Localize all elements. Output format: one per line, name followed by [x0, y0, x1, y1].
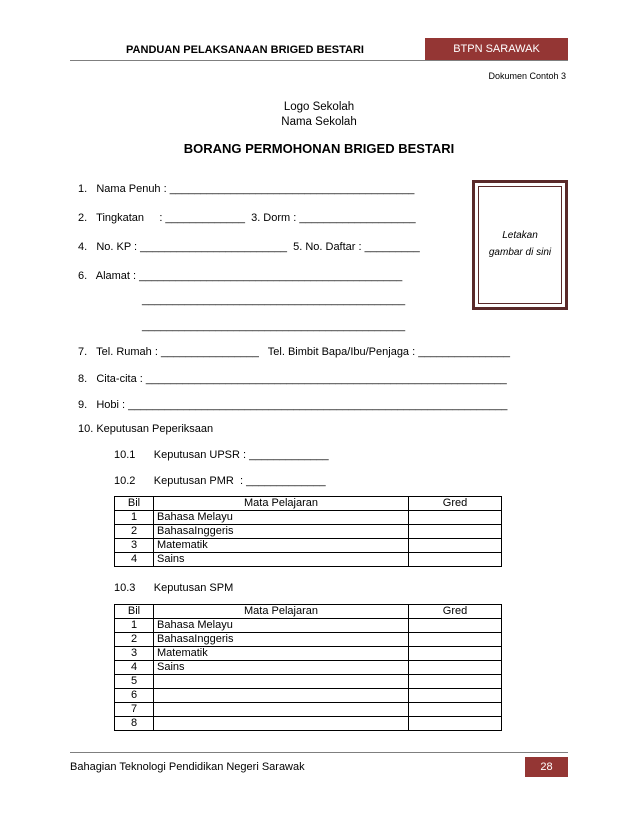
logo-placeholder: Logo Sekolah — [283, 101, 355, 113]
row-bil: 4 — [115, 553, 154, 567]
photo-label-2: gambar di sini — [488, 247, 552, 258]
field-address[interactable]: 6. Alamat : ___________________________________________ — [78, 270, 403, 282]
field-full-name[interactable]: 1. Nama Penuh : ________________________________________ — [78, 183, 415, 195]
col-bil: Bil — [115, 497, 154, 511]
row-bil: 3 — [115, 539, 154, 553]
table-row — [115, 675, 502, 689]
field-address-line2[interactable]: ___________________________________________ — [142, 294, 406, 306]
table-row — [115, 647, 502, 661]
row-grade[interactable] — [409, 661, 502, 675]
field-address-line3[interactable]: ___________________________________________ — [142, 320, 406, 332]
field-level-dorm[interactable]: 2. Tingkatan : _____________ 3. Dorm : ___________________ — [78, 212, 416, 224]
spm-table-header — [115, 605, 502, 619]
row-bil: 4 — [115, 661, 154, 675]
photo-box — [472, 180, 568, 310]
pmr-table — [114, 496, 502, 567]
row-grade[interactable] — [409, 511, 502, 525]
table-row — [115, 633, 502, 647]
row-bil: 1 — [115, 511, 154, 525]
row-grade[interactable] — [409, 675, 502, 689]
row-subject[interactable] — [154, 689, 409, 703]
field-hobby[interactable]: 9. Hobi : ______________________________________________________________ — [78, 399, 508, 411]
field-telephone[interactable]: 7. Tel. Rumah : ________________ Tel. Bimbit Bapa/Ibu/Penjaga : _______________ — [78, 346, 510, 358]
col-subject: Mata Pelajaran — [154, 605, 409, 619]
pmr-table-header — [115, 497, 502, 511]
spm-table — [114, 604, 502, 731]
row-grade[interactable] — [409, 717, 502, 731]
row-bil: 3 — [115, 647, 154, 661]
header-title: PANDUAN PELAKSANAAN BRIGED BESTARI — [126, 44, 364, 56]
form-title: BORANG PERMOHONAN BRIGED BESTARI — [183, 141, 455, 156]
footer-divider — [70, 752, 568, 753]
row-subject: BahasaInggeris — [154, 525, 409, 539]
header-divider — [70, 60, 568, 61]
row-grade[interactable] — [409, 703, 502, 717]
row-grade[interactable] — [409, 539, 502, 553]
field-upsr[interactable]: 10.1 Keputusan UPSR : _____________ — [114, 449, 329, 461]
document-label: Dokumen Contoh 3 — [488, 71, 566, 81]
col-grade: Gred — [409, 497, 502, 511]
row-subject: Bahasa Melayu — [154, 619, 409, 633]
page-number: 28 — [525, 757, 568, 777]
row-subject[interactable] — [154, 675, 409, 689]
row-subject: Matematik — [154, 647, 409, 661]
row-grade[interactable] — [409, 633, 502, 647]
row-subject: BahasaInggeris — [154, 633, 409, 647]
row-bil: 5 — [115, 675, 154, 689]
table-row — [115, 619, 502, 633]
col-bil: Bil — [115, 605, 154, 619]
row-bil: 2 — [115, 633, 154, 647]
school-name-placeholder: Nama Sekolah — [281, 116, 357, 128]
table-row — [115, 511, 502, 525]
row-subject: Bahasa Melayu — [154, 511, 409, 525]
field-ic-registration[interactable]: 4. No. KP : ________________________ 5. No. Daftar : _________ — [78, 241, 420, 253]
row-grade[interactable] — [409, 689, 502, 703]
col-subject: Mata Pelajaran — [154, 497, 409, 511]
row-bil: 7 — [115, 703, 154, 717]
col-grade: Gred — [409, 605, 502, 619]
table-row — [115, 539, 502, 553]
field-pmr[interactable]: 10.2 Keputusan PMR : _____________ — [114, 475, 326, 487]
row-subject[interactable] — [154, 717, 409, 731]
table-row — [115, 717, 502, 731]
field-ambition[interactable]: 8. Cita-cita : ___________________________________________________________ — [78, 373, 507, 385]
spm-heading: 10.3 Keputusan SPM — [114, 582, 234, 594]
row-grade[interactable] — [409, 553, 502, 567]
row-grade[interactable] — [409, 619, 502, 633]
table-row — [115, 525, 502, 539]
row-subject: Sains — [154, 661, 409, 675]
row-grade[interactable] — [409, 647, 502, 661]
row-subject: Matematik — [154, 539, 409, 553]
table-row — [115, 553, 502, 567]
row-bil: 2 — [115, 525, 154, 539]
header-badge: BTPN SARAWAK — [425, 38, 568, 60]
row-bil: 1 — [115, 619, 154, 633]
footer-text: Bahagian Teknologi Pendidikan Negeri Sarawak — [70, 761, 305, 773]
table-row — [115, 689, 502, 703]
table-row — [115, 703, 502, 717]
table-row — [115, 661, 502, 675]
photo-label-1: Letakan — [502, 230, 538, 241]
row-subject[interactable] — [154, 703, 409, 717]
row-subject: Sains — [154, 553, 409, 567]
exam-results-heading: 10. Keputusan Peperiksaan — [78, 423, 214, 435]
row-bil: 6 — [115, 689, 154, 703]
row-bil: 8 — [115, 717, 154, 731]
row-grade[interactable] — [409, 525, 502, 539]
